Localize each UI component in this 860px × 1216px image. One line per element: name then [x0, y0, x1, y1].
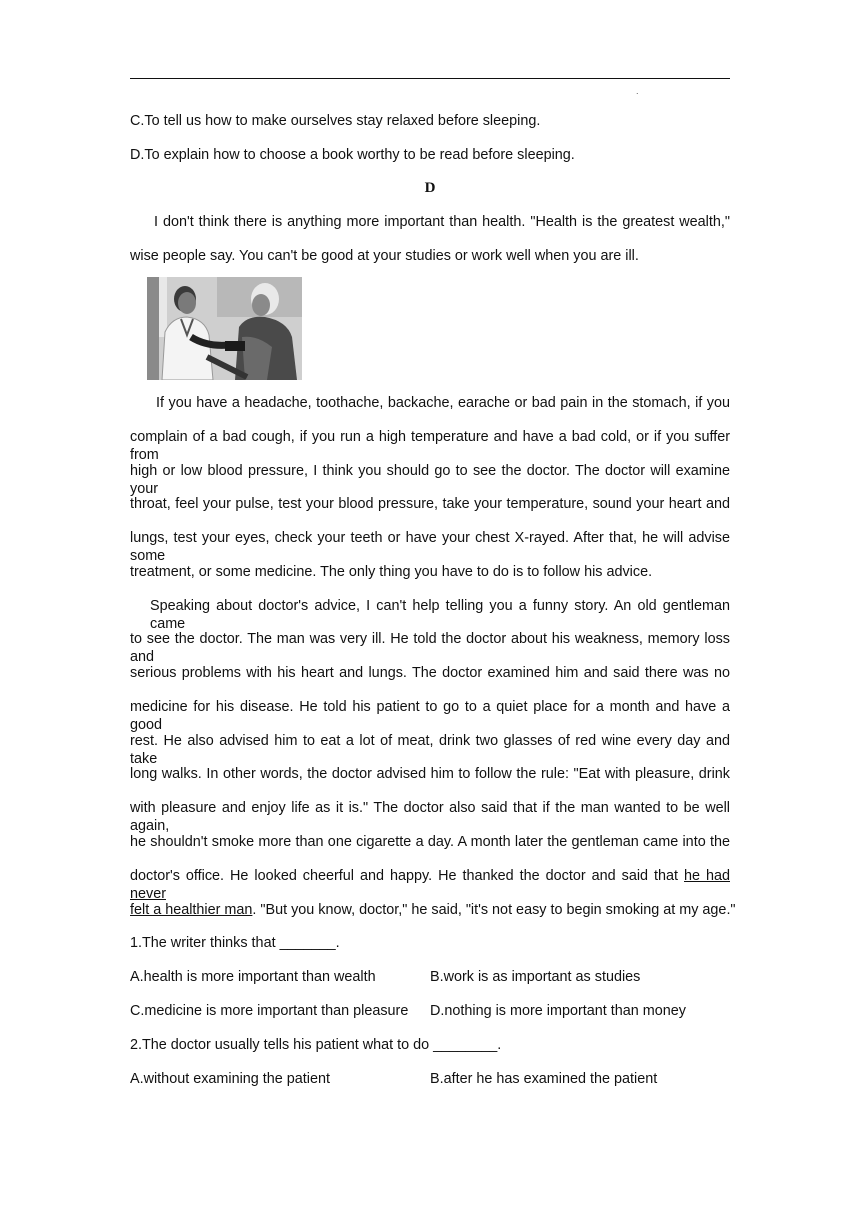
paragraph-3-text: doctor's office. He looked cheerful and happy. He thanked the doctor and said that: [130, 868, 684, 884]
question-1-option-b: B.work is as important as studies: [430, 969, 641, 985]
question-1-stem: 1.The writer thinks that _______.: [130, 935, 340, 951]
paragraph-2-line: lungs, test your eyes, check your teeth or have your chest X-rayed. After that, he will advise some: [130, 530, 730, 564]
paragraph-3-line: long walks. In other words, the doctor advised him to follow the rule: "Eat with pleasure, drink: [130, 766, 730, 782]
paragraph-3-line: he shouldn't smoke more than one cigarette a day. A month later the gentleman came into the: [130, 834, 730, 850]
question-2-stem: 2.The doctor usually tells his patient what to do ________.: [130, 1037, 502, 1053]
question-2-option-a: A.without examining the patient: [130, 1071, 330, 1087]
paragraph-2-line: complain of a bad cough, if you run a high temperature and have a bad cold, or if you suffer from: [130, 429, 730, 463]
question-1-options-row: [130, 968, 730, 986]
paragraph-2-line: treatment, or some medicine. The only thing you have to do is to follow his advice.: [130, 564, 653, 580]
question-1-option-c: C.medicine is more important than pleasure: [130, 1003, 409, 1019]
paragraph-3-line: serious problems with his heart and lungs. The doctor examined him and said there was no: [130, 665, 730, 681]
question-2-options-row: [130, 1070, 730, 1088]
question-1-option-a: A.health is more important than wealth: [130, 969, 376, 985]
option-d-previous: D.To explain how to choose a book worthy to be read before sleeping.: [130, 147, 575, 163]
section-letter: D: [424, 180, 436, 196]
paragraph-3-line: with pleasure and enjoy life as it is." The doctor also said that if the man wanted to be well again,: [130, 800, 730, 834]
paragraph-1-line: wise people say. You can't be good at your studies or work well when you are ill.: [130, 248, 639, 264]
paragraph-3-line: medicine for his disease. He told his patient to go to a quiet place for a month and have a good: [130, 699, 730, 733]
header-rule: [130, 78, 730, 79]
paragraph-3-line: Speaking about doctor's advice, I can't help telling you a funny story. An old gentleman came: [150, 598, 730, 632]
paragraph-2-line: high or low blood pressure, I think you should go to see the doctor. The doctor will examine your: [130, 463, 730, 497]
header-mark: .: [636, 86, 639, 96]
paragraph-2-line: If you have a headache, toothache, backache, earache or bad pain in the stomach, if you: [156, 395, 730, 411]
option-c-previous: C.To tell us how to make ourselves stay relaxed before sleeping.: [130, 113, 541, 129]
paragraph-3-line: rest. He also advised him to eat a lot of meat, drink two glasses of red wine every day and take: [130, 733, 730, 767]
paragraph-3-text: . "But you know, doctor," he said, "it's not easy to begin smoking at my age.": [252, 902, 736, 918]
underlined-phrase: felt a healthier man: [130, 902, 253, 918]
paragraph-3-line: [130, 867, 730, 903]
doctor-patient-photo: [147, 277, 302, 380]
question-1-options-row: [130, 1002, 730, 1020]
underlined-phrase: he had never: [130, 868, 730, 902]
paragraph-3-line: [130, 901, 736, 919]
question-2-option-b: B.after he has examined the patient: [430, 1071, 658, 1087]
doctor-patient-photo-icon: [147, 277, 302, 380]
paragraph-1-line: I don't think there is anything more important than health. "Health is the greatest wealth,": [154, 214, 730, 230]
paragraph-3-line: to see the doctor. The man was very ill. He told the doctor about his weakness, memory loss and: [130, 631, 730, 665]
question-1-option-d: D.nothing is more important than money: [430, 1003, 686, 1019]
paragraph-2-line: throat, feel your pulse, test your blood pressure, take your temperature, sound your heart and: [130, 496, 730, 512]
